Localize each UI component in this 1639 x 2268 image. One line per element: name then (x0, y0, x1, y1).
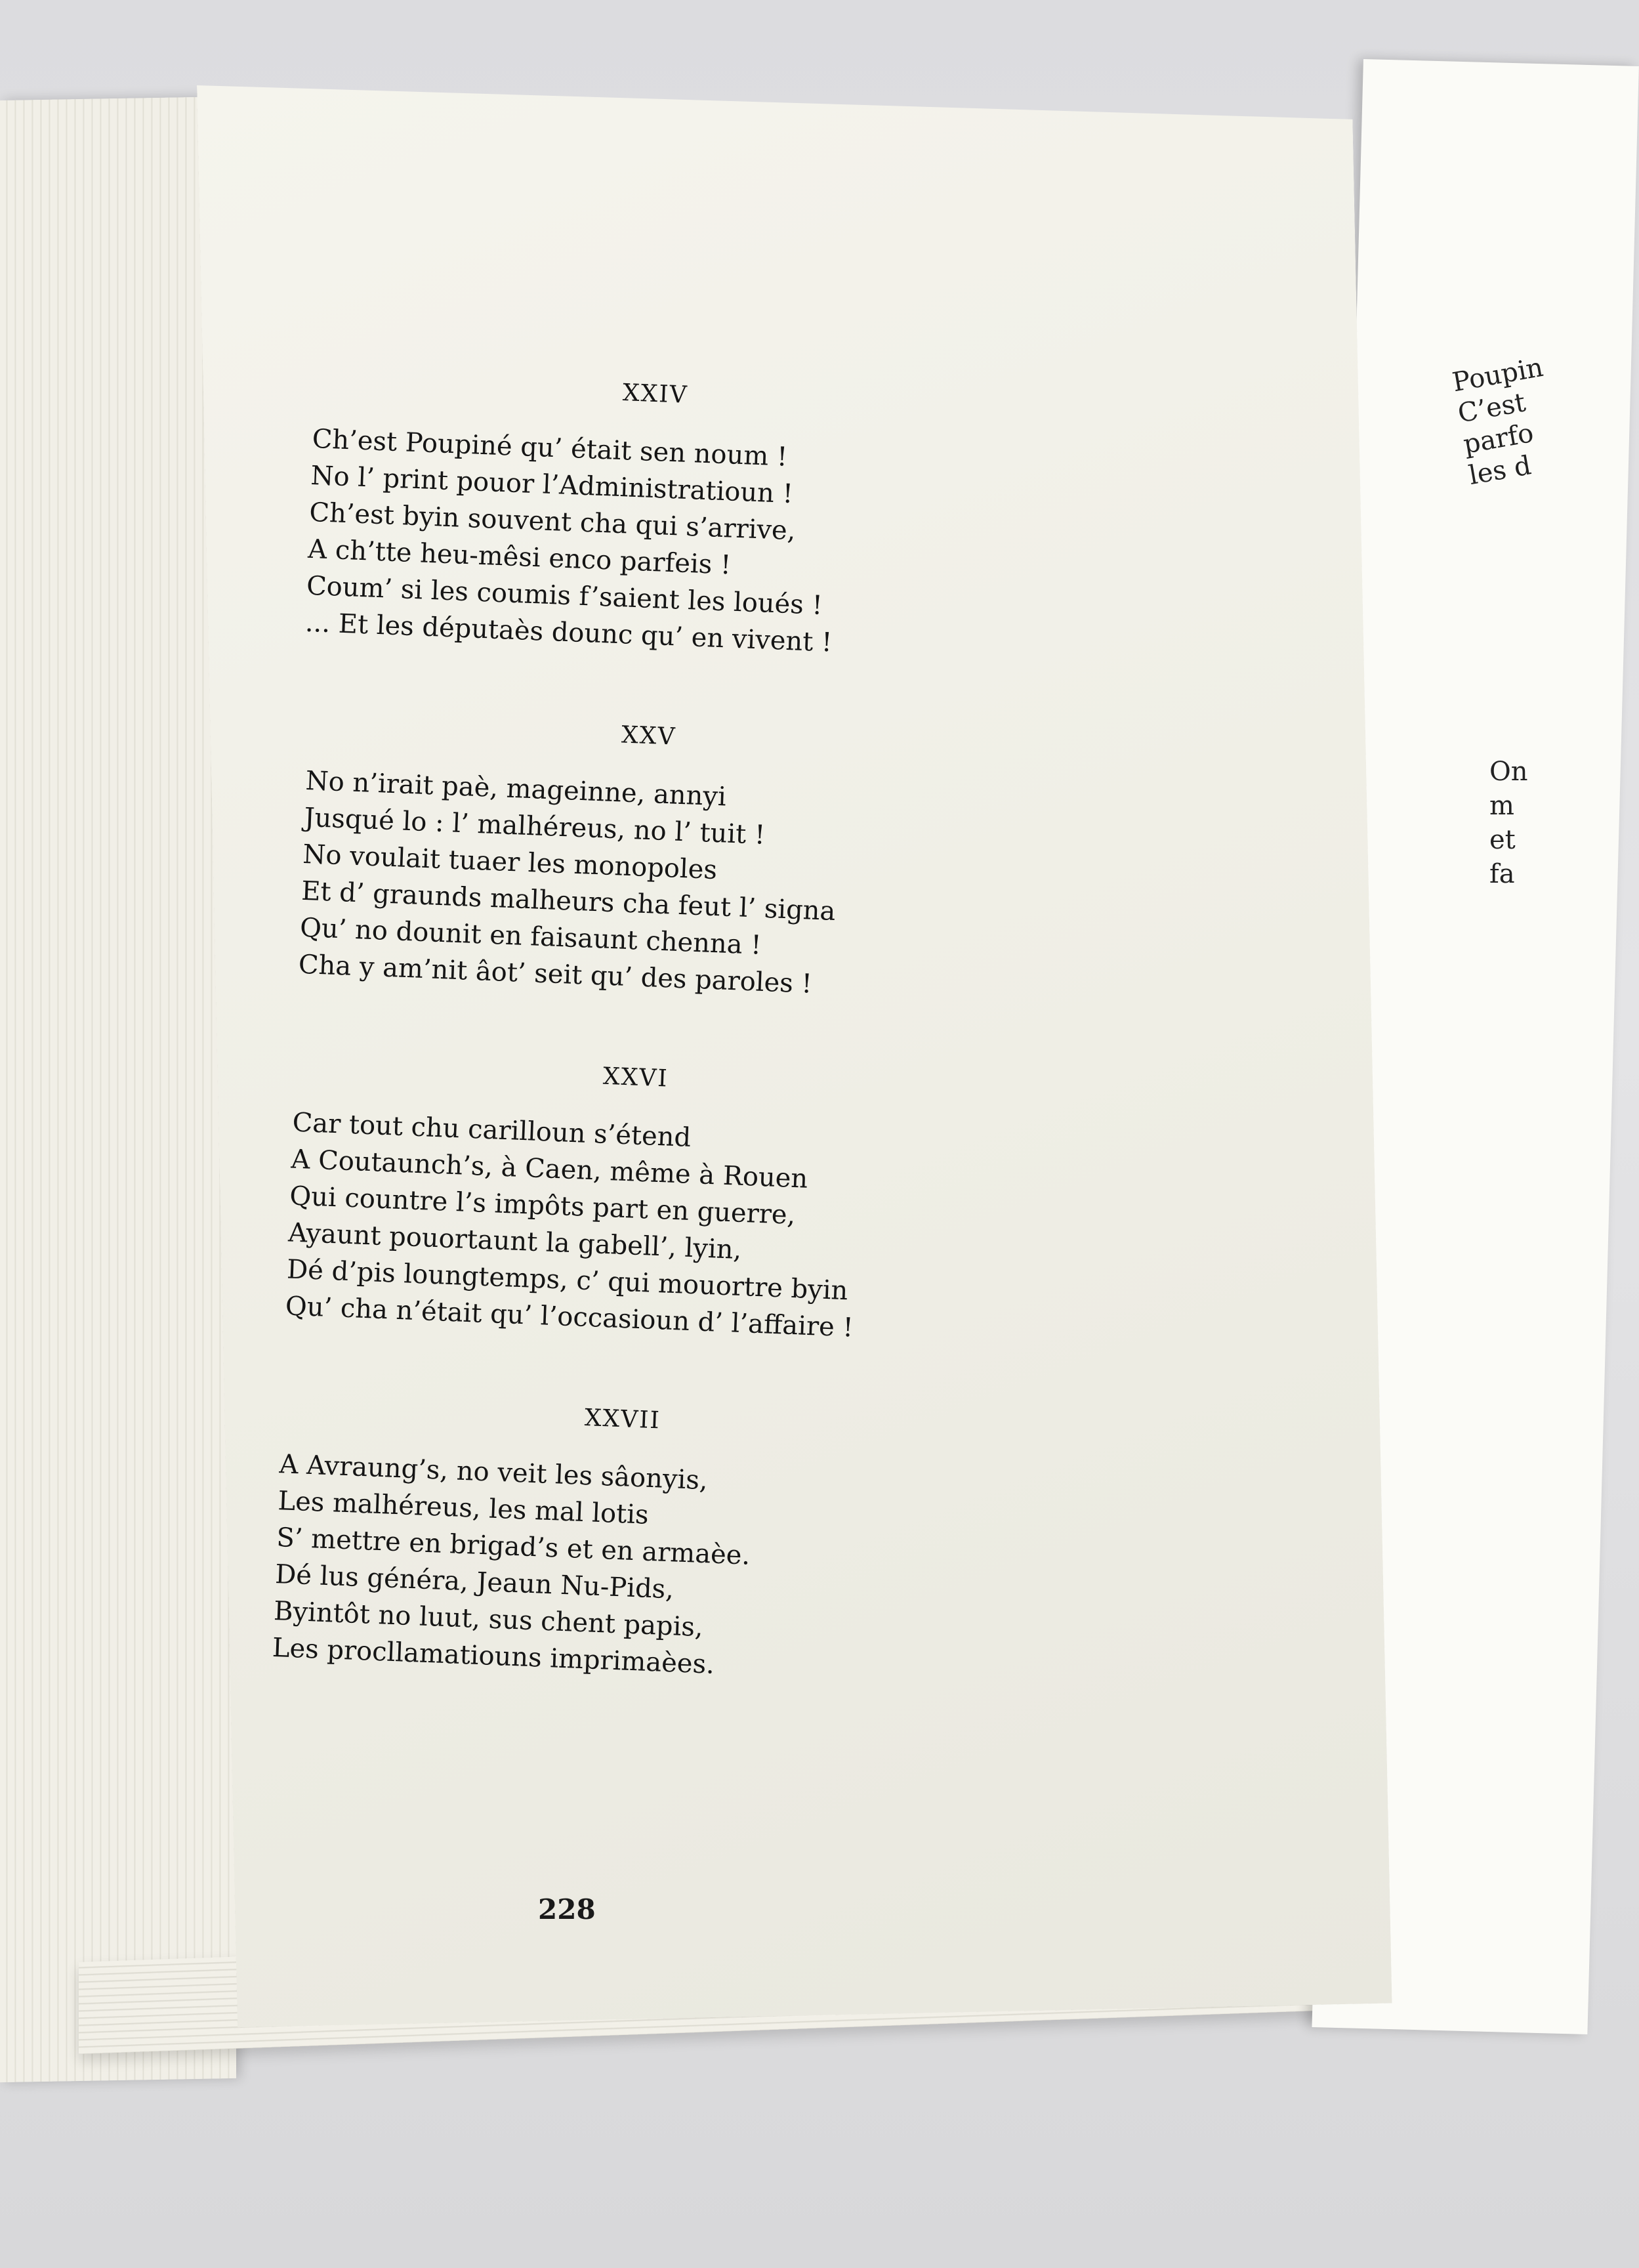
stanza-number: XXV (621, 721, 677, 751)
verse-line: Cha y am’nit âot’ seit qu’ des paroles ! (298, 949, 813, 999)
stanza-xxv (291, 709, 1167, 1016)
verse-line: Qu’ no dounit en faisaunt chenna ! (299, 912, 762, 961)
verse-line: Jusqué lo : l’ malhéreus, no l’ tuit ! (303, 802, 766, 850)
verse-line: S’ mettre en brigad’s et en armaèe. (276, 1522, 751, 1571)
verse-line: Ch’est byin souvent cha qui s’arrive, (308, 497, 797, 547)
poem (262, 368, 1180, 1767)
verse-line: Coum’ si les coumis f’saient les loués ! (306, 570, 823, 621)
stanza-xxvii (265, 1393, 1141, 1699)
stanza-number: XXIV (622, 379, 689, 409)
facing-page-text-mid: On m et fa (1489, 757, 1528, 889)
verse-line: Les malhéreus, les mal lotis (277, 1486, 650, 1530)
verse-line: No voulait tuaer les monopoles (302, 839, 718, 886)
verse-line: A Coutaunch’s, à Caen, même à Rouen (290, 1144, 809, 1194)
verse-line: Les procllamatiouns imprimaèes. (272, 1632, 715, 1680)
verse-line: Ayaunt pouortaunt la gabell’, lyin, (287, 1217, 743, 1265)
stanza-xxiv (304, 368, 1180, 674)
verse-line: Dé d’pis loungtemps, c’ qui mouortre byin (286, 1254, 849, 1307)
page-number: 228 (538, 1893, 596, 1925)
verse-line: Qui countre l’s impôts part en guerre, (289, 1181, 797, 1231)
stanza-xxvi (278, 1051, 1154, 1357)
verse-line: ... Et les députaès dounc qu’ en vivent ! (304, 607, 833, 658)
verse-line: Byintôt no luut, sus chent papis, (273, 1596, 704, 1643)
verse-line: No l’ print pouor l’Administratioun ! (310, 460, 794, 510)
facing-page-text-top: Poupin C’est parfo les d (1450, 352, 1546, 492)
verse-line: A ch’tte heu-mêsi enco parfeis ! (307, 534, 732, 581)
verse-line: Et d’ graunds malheurs cha feut l’ signa (301, 875, 837, 927)
verse-line: No n’irait paè, mageinne, annyi (304, 765, 727, 812)
page-edges (0, 96, 236, 2082)
stanza-number: XXVI (602, 1062, 669, 1093)
verse-line: A Avraung’s, no veit les sâonyis, (278, 1449, 709, 1496)
verse-line: Car tout chu carilloun s’étend (291, 1107, 692, 1153)
verse-line: Dé lus généra, Jeaun Nu-Pids, (274, 1559, 674, 1605)
verse-line: Qu’ cha n’était qu’ l’occasioun d’ l’affaire ! (285, 1291, 854, 1343)
verse-line: Ch’est Poupiné qu’ était sen noum ! (311, 423, 788, 472)
stanza-number: XXVII (584, 1404, 661, 1435)
